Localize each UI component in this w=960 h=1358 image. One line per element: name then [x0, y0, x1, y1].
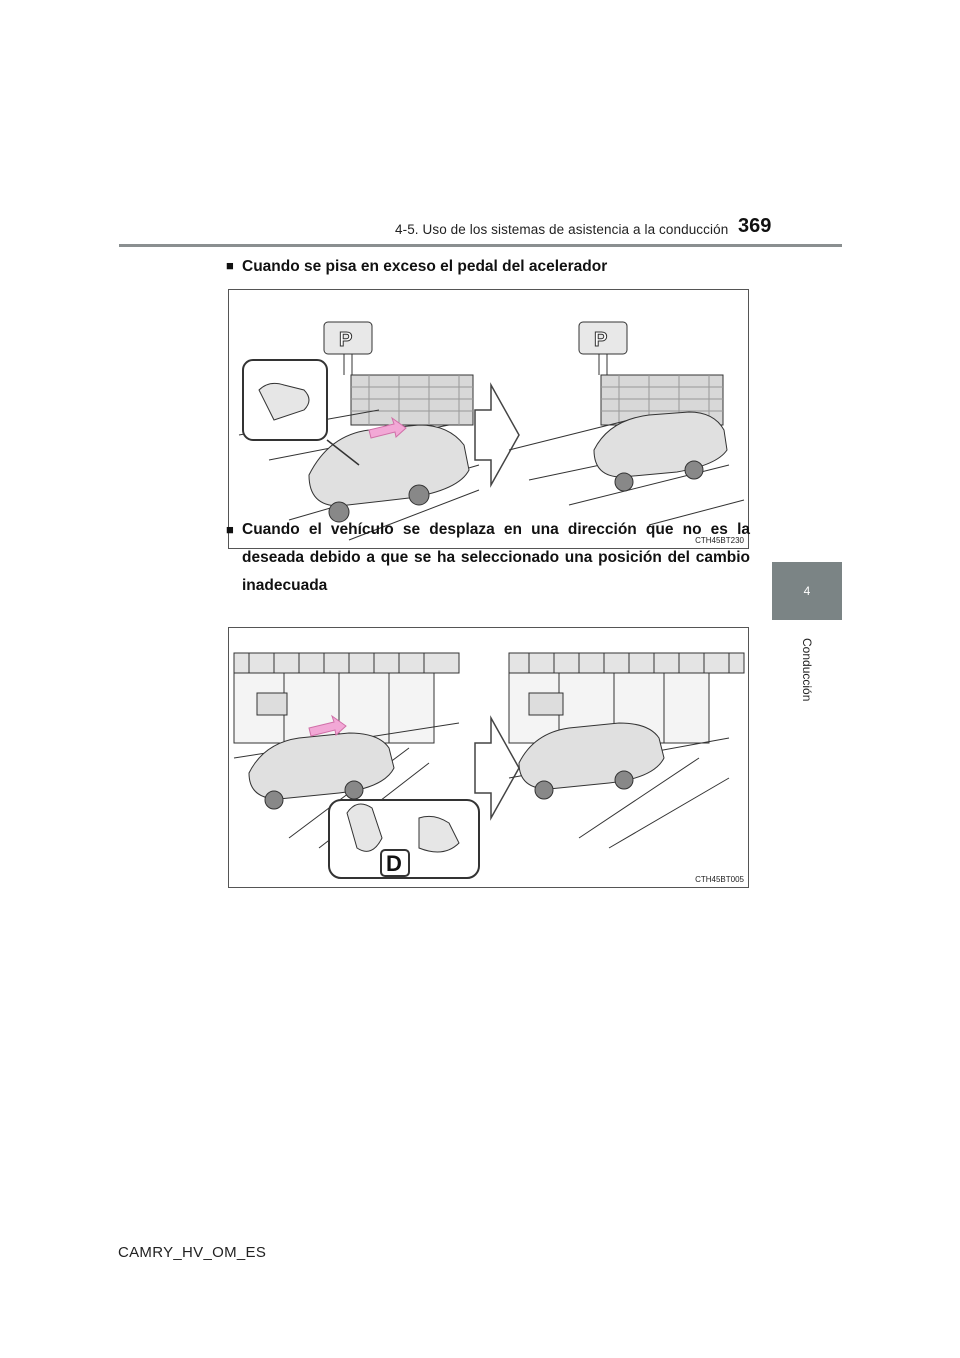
section-heading-2: ■ Cuando el vehículo se desplaza en una dirección que no es la deseada debido a que se ha seleccionado una posición del cambio inadecuada: [226, 516, 750, 600]
svg-text:P: P: [339, 329, 353, 351]
car-left: [309, 425, 469, 506]
vending-machines: [257, 693, 287, 715]
manual-code: CAMRY_HV_OM_ES: [118, 1244, 267, 1261]
header-rule: [119, 244, 842, 247]
storefront-roof: [234, 653, 459, 673]
gear-letter: D: [386, 851, 402, 876]
section-title: 4-5. Uso de los sistemas de asistencia a la conducción: [395, 222, 729, 237]
figure-code-1: CTH45BT230: [695, 536, 744, 545]
sequence-arrow-icon: [475, 385, 519, 485]
page-number: 369: [738, 215, 772, 237]
section-heading-1-text: Cuando se pisa en exceso el pedal del acelerador: [242, 258, 608, 275]
bullet-icon: ■: [226, 258, 234, 273]
figure-wrong-gear: [228, 627, 749, 888]
chapter-label: Conducción: [800, 638, 814, 702]
figure-accelerator-overpress: [228, 289, 749, 549]
svg-text:P: P: [594, 329, 608, 351]
illustration-accelerator: [229, 290, 748, 548]
bullet-icon-2: ■: [226, 522, 234, 537]
chapter-tab: 4: [772, 562, 842, 620]
illustration-wrong-gear: [229, 628, 748, 887]
section-heading-1: [226, 252, 607, 281]
figure-code-2: CTH45BT005: [695, 875, 744, 884]
